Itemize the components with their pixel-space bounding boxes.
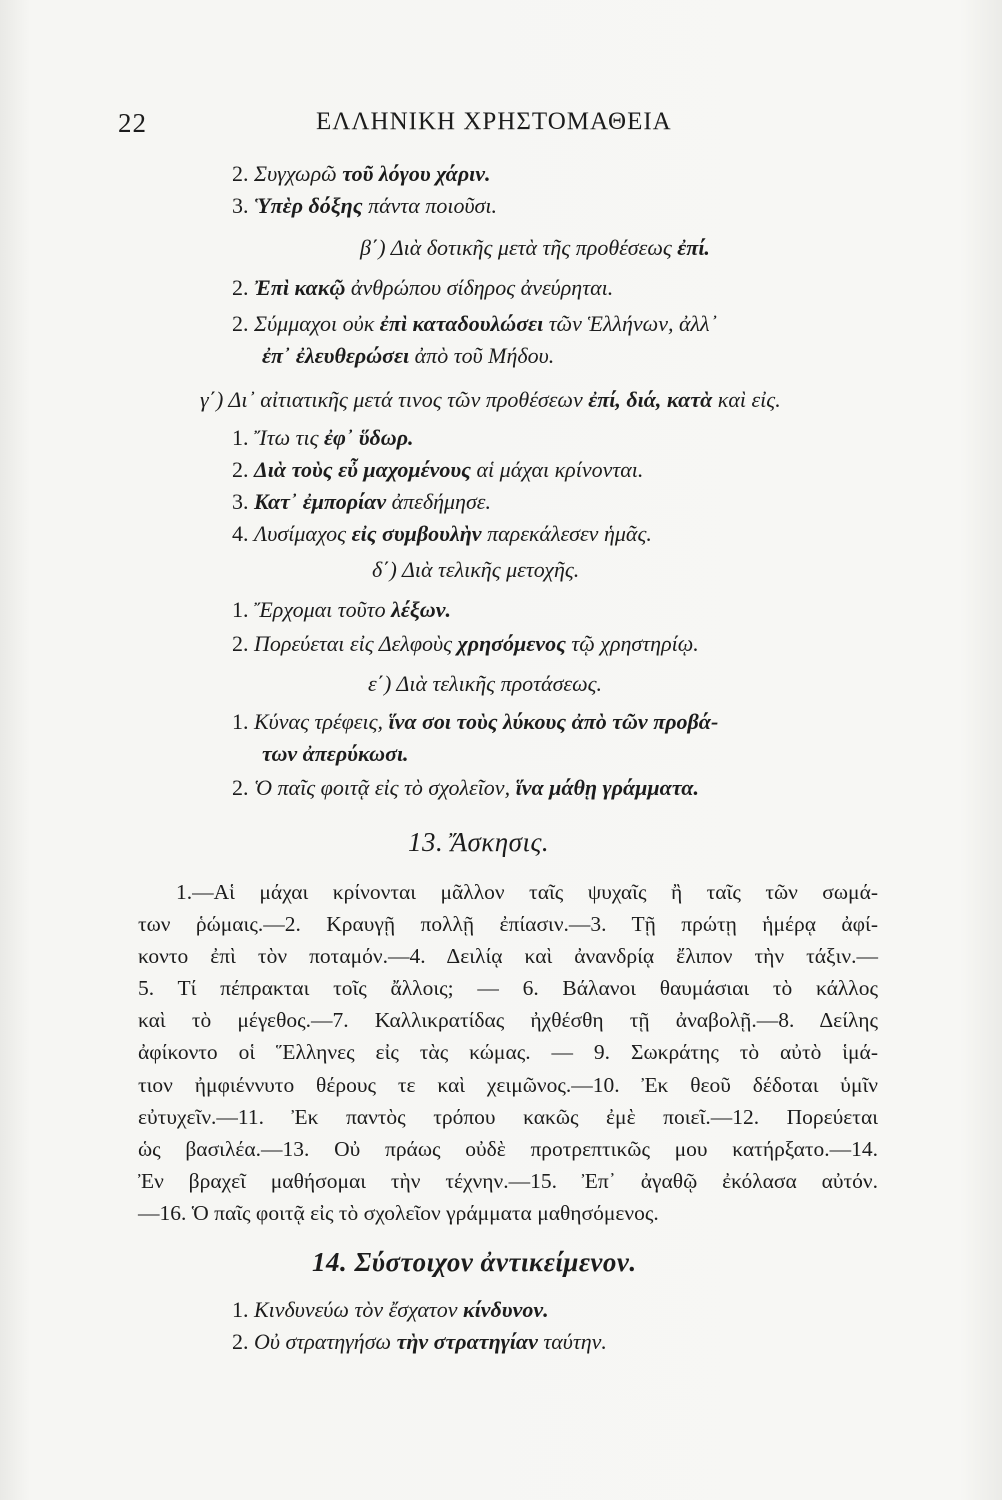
list-item: 4. Λυσίμαχος εἰς συμβουλὴν παρεκάλεσεν ἡμᾶς.: [232, 521, 652, 546]
exercise-line: τιον ἠμφιέννυτο θέρους τε καὶ χειμῶνος.—10. Ἐκ θεοῦ δέδοται ὑμῖν: [138, 1072, 878, 1097]
exercise-line: των ῥώμαις.—2. Κραυγῇ πολλῇ ἐπίασιν.—3. Τῇ πρώτῃ ἡμέρᾳ ἀφί-: [138, 912, 878, 937]
exercise-line: καὶ τὸ μέγεθος.—7. Καλλικρατίδας ἠχθέσθη τῇ ἀναβολῇ.—8. Δείλης: [138, 1008, 878, 1033]
list-item: 3. Ὑπὲρ δόξης πάντα ποιοῦσι.: [232, 193, 498, 218]
list-item: 2. Σύμμαχοι οὐκ ἐπὶ καταδουλώσει τῶν Ἑλλήνων, ἀλλ᾽: [232, 311, 717, 336]
exercise-line: ὡς βασιλέα.—13. Οὐ πράως οὐδὲ προτρεπτικῶς μου κατήρξατο.—14.: [138, 1136, 878, 1161]
subsection-heading: ε΄) Διὰ τελικῆς προτάσεως.: [368, 671, 603, 696]
exercise-paragraph: [138, 876, 878, 1229]
list-item-continuation: των ἀπερύκωσι.: [262, 741, 409, 766]
list-item: 1. Ἔρχομαι τοῦτο λέξων.: [232, 597, 451, 622]
list-item: 2. Οὐ στρατηγήσω τὴν στρατηγίαν ταύτην.: [232, 1329, 607, 1354]
exercise-line: 5. Τί πέπρακται τοῖς ἄλλοις; — 6. Βάλανοι θαυμάσιαι τὸ κάλλος: [138, 976, 878, 1001]
list-item: 2. Συγχωρῶ τοῦ λόγου χάριν.: [232, 161, 491, 186]
list-item: 2. Πορεύεται εἰς Δελφοὺς χρησόμενος τῷ χρηστηρίῳ.: [232, 631, 699, 656]
subsection-heading: δ΄) Διὰ τελικῆς μετοχῆς.: [372, 557, 580, 582]
page-number: 22: [118, 108, 147, 138]
list-item-continuation: ἐπ᾽ ἐλευθερώσει ἀπὸ τοῦ Μήδου.: [262, 343, 555, 368]
running-title: ΕΛΛΗΝΙΚΗ ΧΡΗΣΤΟΜΑΘΕΙΑ: [316, 108, 672, 135]
exercise-line: ἀφίκοντο οἱ Ἕλληνες εἰς τὰς κώμας. — 9. Σωκράτης τὸ αὐτὸ ἱμά-: [138, 1040, 878, 1065]
subsection-heading: γ΄) Δι᾽ αἰτιατικῆς μετά τινος τῶν προθέσεων ἐπί, διά, κατὰ καὶ εἰς.: [200, 387, 781, 412]
list-item: 2. Διὰ τοὺς εὖ μαχομένους αἱ μάχαι κρίνονται.: [232, 457, 644, 482]
list-item: 3. Κατ᾽ ἐμπορίαν ἀπεδήμησε.: [232, 489, 491, 514]
exercise-line: —16. Ὁ παῖς φοιτᾷ εἰς τὸ σχολεῖον γράμματα μαθησόμενος.: [138, 1200, 659, 1225]
list-item: 2. Ὁ παῖς φοιτᾷ εἰς τὸ σχολεῖον, ἵνα μάθῃ γράμματα.: [232, 775, 699, 800]
list-item: 1. Κινδυνεύω τὸν ἔσχατον κίνδυνον.: [232, 1297, 549, 1322]
exercise-line: εὐτυχεῖν.—11. Ἐκ παντὸς τρόπου κακῶς ἐμὲ ποιεῖ.—12. Πορεύεται: [138, 1104, 878, 1129]
list-item: 1. Κύνας τρέφεις, ἵνα σοι τοὺς λύκους ἀπὸ τῶν προβά-: [232, 709, 719, 734]
subsection-heading: β΄) Διὰ δοτικῆς μετὰ τῆς προθέσεως ἐπί.: [360, 235, 710, 260]
page-header: [118, 108, 678, 148]
exercise-line: 1.—Αἱ μάχαι κρίνονται μᾶλλον ταῖς ψυχαῖς ἢ ταῖς τῶν σωμά-: [176, 880, 878, 904]
section-14-heading: 14. Σύστοιχον ἀντικείμενον.: [312, 1247, 637, 1277]
list-item: 2. Ἐπὶ κακῷ ἀνθρώπου σίδηρος ἀνεύρηται.: [232, 275, 614, 300]
list-item: 1. Ἴτω τις ἐφ᾽ ὕδωρ.: [232, 425, 414, 450]
exercise-line: κοντο ἐπὶ τὸν ποταμόν.—4. Δειλίᾳ καὶ ἀνανδρίᾳ ἔλιπον τὴν τάξιν.—: [138, 944, 878, 969]
exercise-heading: 13. Ἄσκησις.: [408, 827, 550, 857]
exercise-line: Ἐν βραχεῖ μαθήσομαι τὴν τέχνην.—15. Ἐπ᾽ ἀγαθῷ ἐκόλασα αὐτόν.: [138, 1168, 878, 1193]
